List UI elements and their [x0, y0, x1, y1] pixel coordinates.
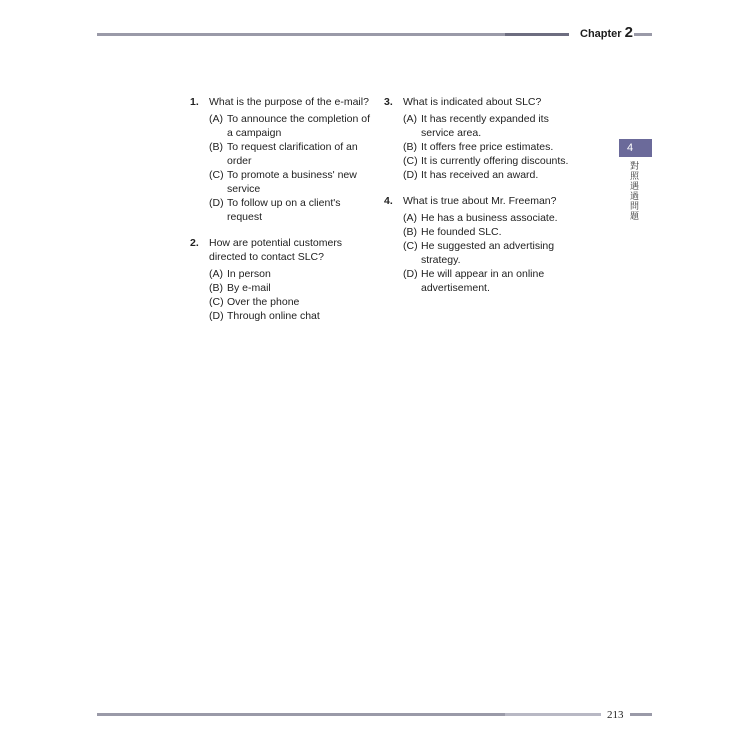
option-letter: (D) — [403, 268, 418, 280]
option-letter: (A) — [209, 113, 223, 125]
answer-options — [209, 112, 375, 224]
question-3 — [384, 95, 569, 182]
option-text: It is currently offering discounts. — [421, 155, 569, 167]
option-text: By e-mail — [227, 282, 271, 294]
option-letter: (A) — [209, 268, 223, 280]
page-number: 213 — [607, 709, 624, 721]
option-letter: (B) — [403, 141, 417, 153]
option-text: Over the phone — [227, 296, 300, 308]
option-letter: (C) — [403, 240, 418, 252]
option-text: He will appear in an online advertisement. — [421, 268, 545, 294]
answer-option — [403, 267, 569, 295]
chapter-heading — [580, 24, 633, 41]
header-rule-tail — [634, 33, 652, 36]
option-letter: (A) — [403, 212, 417, 224]
question-number: 4. — [384, 195, 393, 207]
option-letter: (B) — [209, 282, 223, 294]
option-letter: (C) — [403, 155, 418, 167]
questions-column-left — [190, 95, 375, 335]
question-number: 3. — [384, 96, 393, 108]
question-text: What is the purpose of the e-mail? — [209, 96, 369, 108]
question-text: What is indicated about SLC? — [403, 96, 542, 108]
option-letter: (D) — [209, 310, 224, 322]
question-4 — [384, 194, 569, 295]
option-text: To announce the completion of a campaign — [227, 113, 371, 139]
answer-option — [403, 154, 569, 168]
chapter-label: Chapter — [580, 28, 622, 40]
question-number: 1. — [190, 96, 199, 108]
header-rule-accent — [505, 33, 569, 36]
answer-option — [209, 309, 375, 323]
footer-rule-tail — [630, 713, 652, 716]
option-text: It has received an award. — [421, 169, 539, 181]
option-text: He suggested an advertising strategy. — [421, 240, 555, 266]
option-letter: (D) — [403, 169, 418, 181]
option-letter: (C) — [209, 296, 224, 308]
answer-option — [403, 140, 569, 154]
answer-option — [209, 281, 375, 295]
option-text: Through online chat — [227, 310, 320, 322]
answer-option — [209, 112, 375, 140]
answer-option — [209, 196, 375, 224]
answer-option — [403, 239, 569, 267]
answer-options — [209, 267, 375, 323]
section-tab-label: 對照遇過問題 — [629, 161, 639, 221]
option-letter: (D) — [209, 197, 224, 209]
option-text: He has a business associate. — [421, 212, 558, 224]
option-letter: (B) — [403, 226, 417, 238]
answer-option — [403, 168, 569, 182]
question-number: 2. — [190, 237, 199, 249]
question-2 — [190, 236, 375, 323]
answer-options — [403, 112, 569, 182]
option-text: It offers free price estimates. — [421, 141, 554, 153]
option-text: He founded SLC. — [421, 226, 502, 238]
option-letter: (A) — [403, 113, 417, 125]
option-text: It has recently expanded its service area. — [421, 113, 549, 139]
option-text: In person — [227, 268, 271, 280]
question-1 — [190, 95, 375, 224]
answer-option — [209, 140, 375, 168]
option-letter: (B) — [209, 141, 223, 153]
answer-option — [209, 295, 375, 309]
option-text: To request clarification of an order — [227, 141, 358, 167]
section-tab: 4 — [619, 139, 652, 157]
answer-option — [403, 112, 569, 140]
questions-column-right — [384, 95, 569, 307]
answer-option — [209, 168, 375, 196]
answer-option — [403, 211, 569, 225]
answer-option — [209, 267, 375, 281]
question-text: What is true about Mr. Freeman? — [403, 195, 557, 207]
footer-rule-accent — [505, 713, 601, 716]
option-letter: (C) — [209, 169, 224, 181]
option-text: To follow up on a client's request — [227, 197, 341, 223]
answer-option — [403, 225, 569, 239]
answer-options — [403, 211, 569, 295]
option-text: To promote a business' new service — [227, 169, 357, 195]
chapter-number: 2 — [624, 24, 633, 41]
question-text: How are potential customers directed to contact SLC? — [209, 237, 343, 263]
header-rule — [97, 33, 569, 36]
